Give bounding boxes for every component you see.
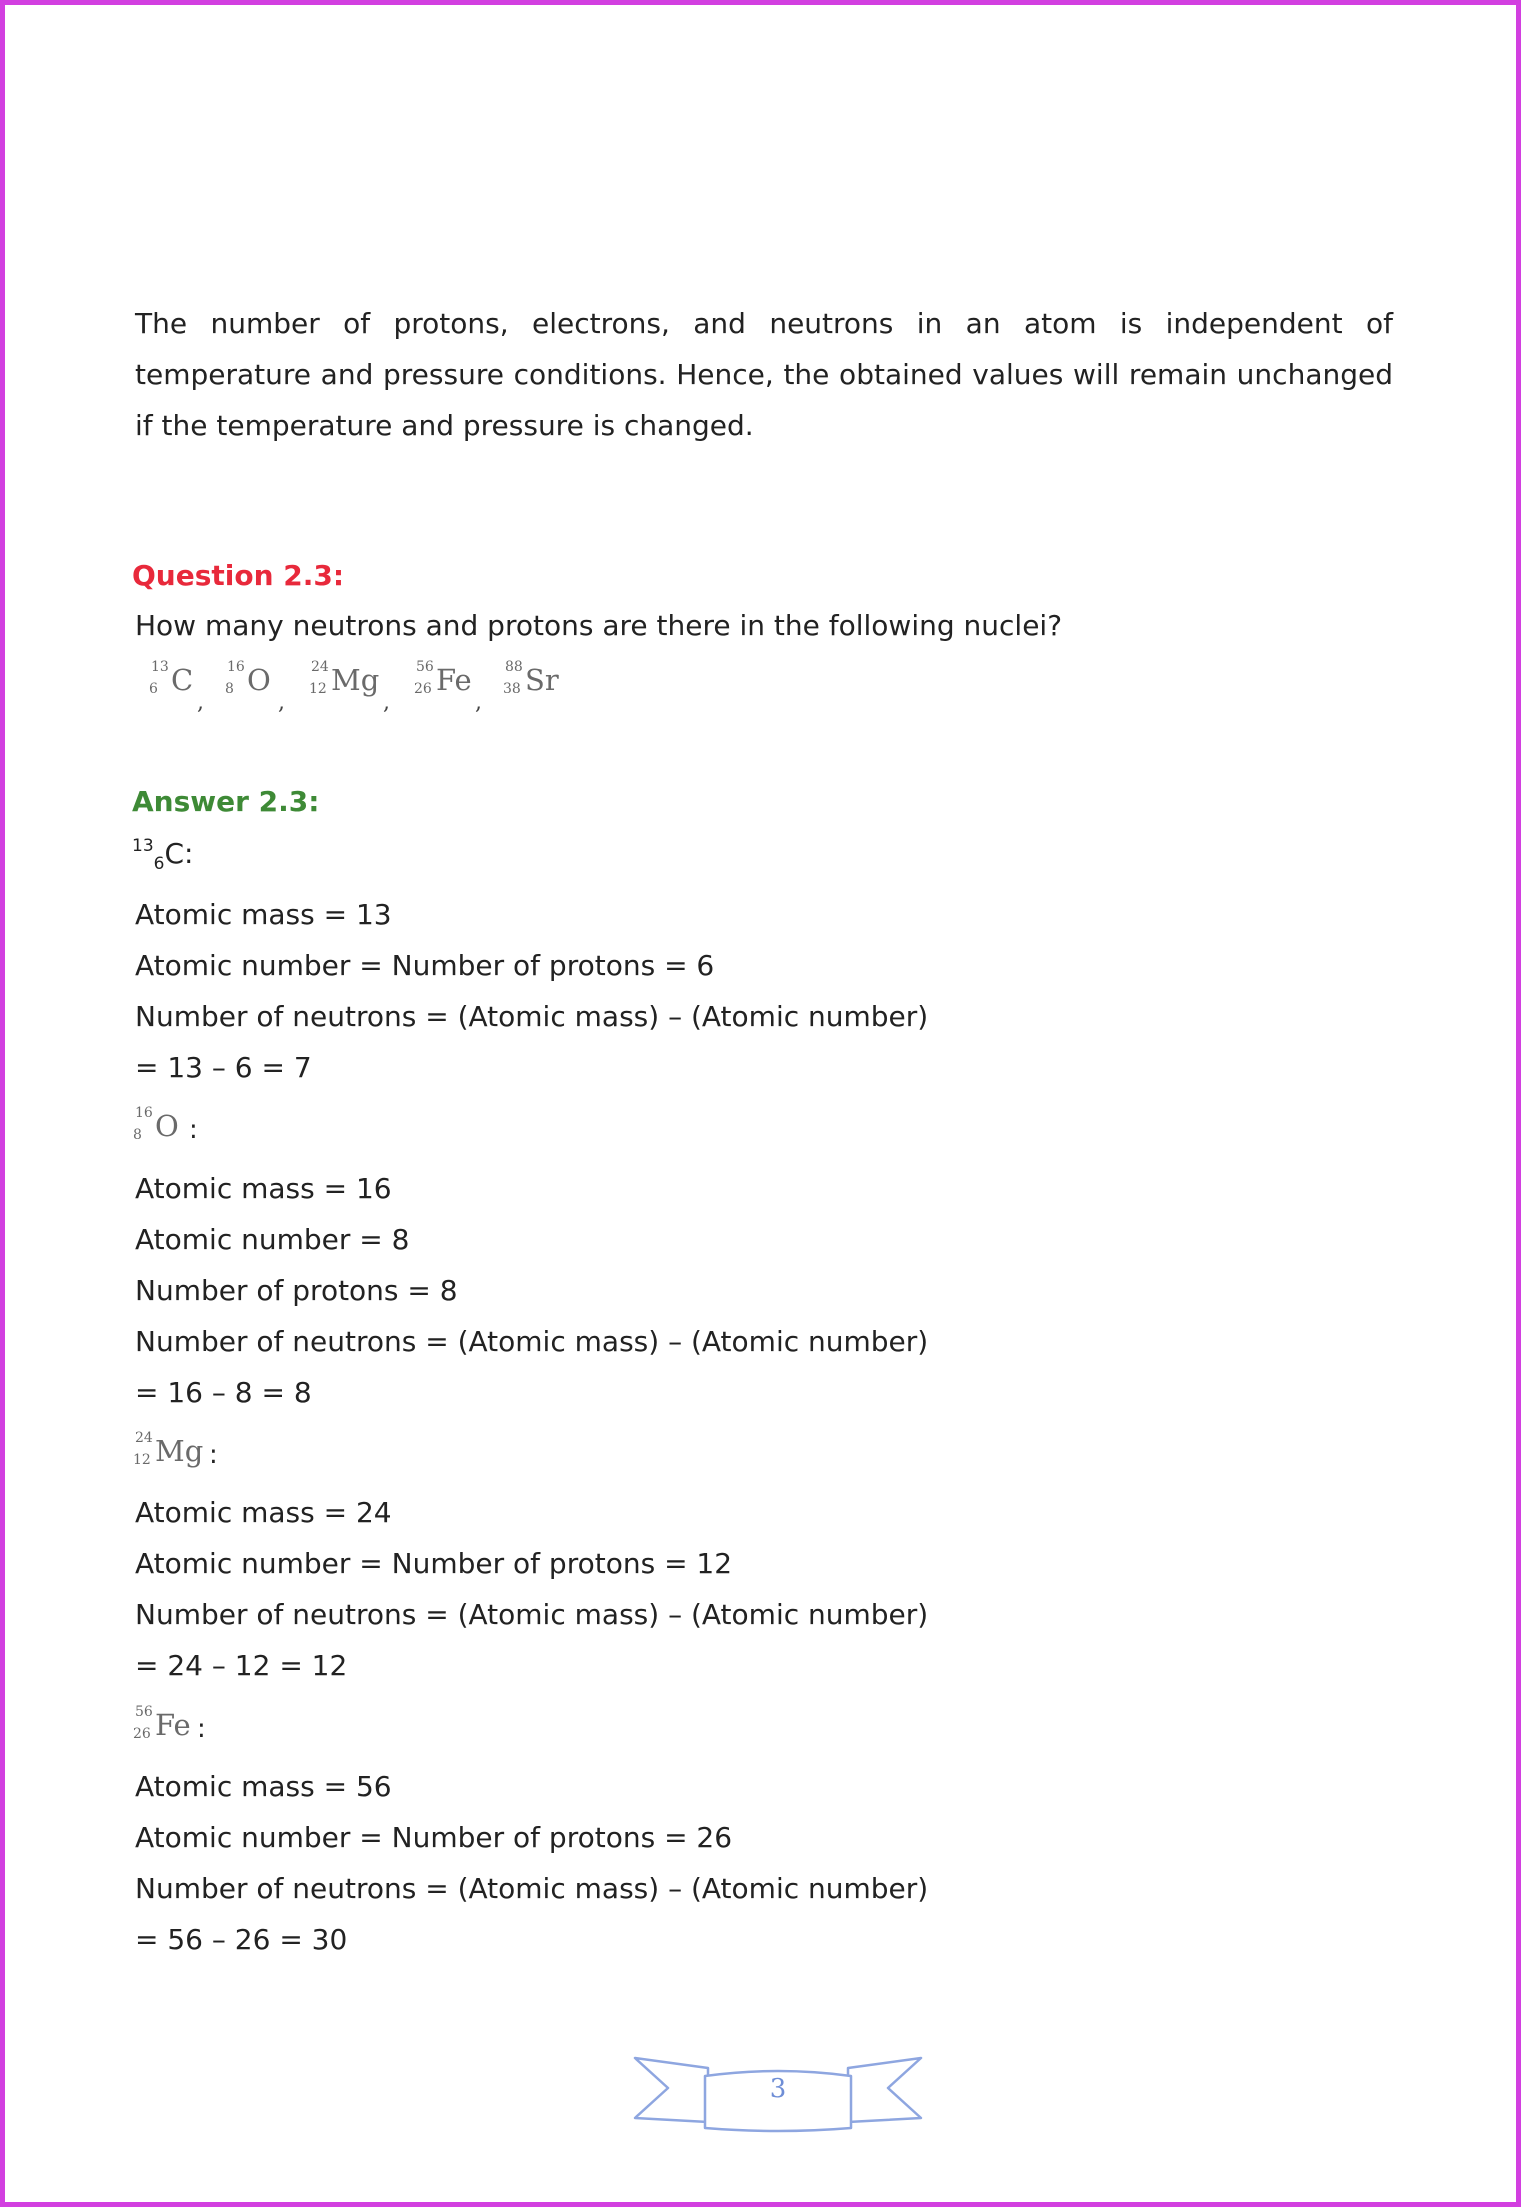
iron-colon: :: [197, 1714, 206, 1744]
carbon-number: 6: [153, 854, 165, 874]
nucleus-number: 6: [149, 681, 158, 697]
nucleus-number: 26: [133, 1726, 151, 1742]
nucleus-mass: 24: [311, 659, 329, 675]
intro-paragraph: The number of protons, electrons, and neutrons in an atom is independent of temperature and pressure conditions. Hence, the obtained values will remain unchanged if the temperature and pressure is changed.: [135, 307, 1393, 442]
carbon-line: = 13 – 6 = 7: [135, 1051, 312, 1084]
nucleus-symbol: Fe: [436, 663, 472, 697]
nucleus-symbol: Mg: [331, 663, 380, 697]
magnesium-line: Number of neutrons = (Atomic mass) – (Atomic number): [135, 1598, 929, 1631]
nucleus-number: 8: [225, 681, 234, 697]
magnesium-line: Atomic mass = 24: [135, 1496, 392, 1529]
nucleus-number: 38: [503, 681, 521, 697]
carbon-line: Atomic mass = 13: [135, 898, 392, 931]
nucleus-symbol: O: [247, 663, 271, 697]
separator: ,: [197, 690, 204, 715]
nucleus-mass: 88: [505, 659, 523, 675]
question-text: How many neutrons and protons are there in the following nuclei?: [135, 609, 1063, 642]
nucleus-number: 12: [309, 681, 327, 697]
page-footer: [633, 2056, 923, 2136]
iron-line: Atomic mass = 56: [135, 1770, 392, 1803]
nucleus-mass: 24: [135, 1430, 153, 1446]
nucleus-number: 8: [133, 1127, 142, 1143]
magnesium-colon: :: [209, 1440, 218, 1470]
nucleus-symbol: Sr: [525, 663, 559, 697]
nucleus-mass: 56: [416, 659, 434, 675]
page-number: 3: [769, 2074, 787, 2104]
oxygen-line: = 16 – 8 = 8: [135, 1376, 312, 1409]
nucleus-symbol: Fe: [155, 1708, 191, 1742]
carbon-line: Atomic number = Number of protons = 6: [135, 949, 715, 982]
magnesium-line: = 24 – 12 = 12: [135, 1649, 348, 1682]
iron-line: Atomic number = Number of protons = 26: [135, 1821, 733, 1854]
nucleus-mass: 16: [135, 1105, 153, 1121]
carbon-symbol: C: [164, 837, 185, 870]
oxygen-line: Number of neutrons = (Atomic mass) – (Atomic number): [135, 1325, 929, 1358]
magnesium-line: Atomic number = Number of protons = 12: [135, 1547, 733, 1580]
carbon-mass: 13: [132, 836, 154, 856]
oxygen-line: Atomic mass = 16: [135, 1172, 392, 1205]
answer-heading: Answer 2.3:: [132, 785, 320, 818]
separator: ,: [475, 690, 482, 715]
nucleus-mass: 13: [151, 659, 169, 675]
separator: ,: [383, 690, 390, 715]
question-heading: Question 2.3:: [132, 559, 345, 592]
nucleus-symbol: C: [171, 663, 194, 697]
carbon-label: [132, 834, 193, 878]
iron-line: = 56 – 26 = 30: [135, 1923, 348, 1956]
iron-line: Number of neutrons = (Atomic mass) – (Atomic number): [135, 1872, 929, 1905]
carbon-line: Number of neutrons = (Atomic mass) – (Atomic number): [135, 1000, 929, 1033]
nucleus-mass: 56: [135, 1704, 153, 1720]
nucleus-symbol: O: [155, 1109, 179, 1143]
carbon-colon: :: [184, 837, 194, 870]
separator: ,: [278, 690, 285, 715]
nucleus-number: 26: [414, 681, 432, 697]
nucleus-number: 12: [133, 1452, 151, 1468]
nucleus-symbol: Mg: [155, 1434, 204, 1468]
oxygen-colon: :: [189, 1115, 198, 1145]
nucleus-mass: 16: [227, 659, 245, 675]
oxygen-line: Number of protons = 8: [135, 1274, 458, 1307]
oxygen-line: Atomic number = 8: [135, 1223, 410, 1256]
